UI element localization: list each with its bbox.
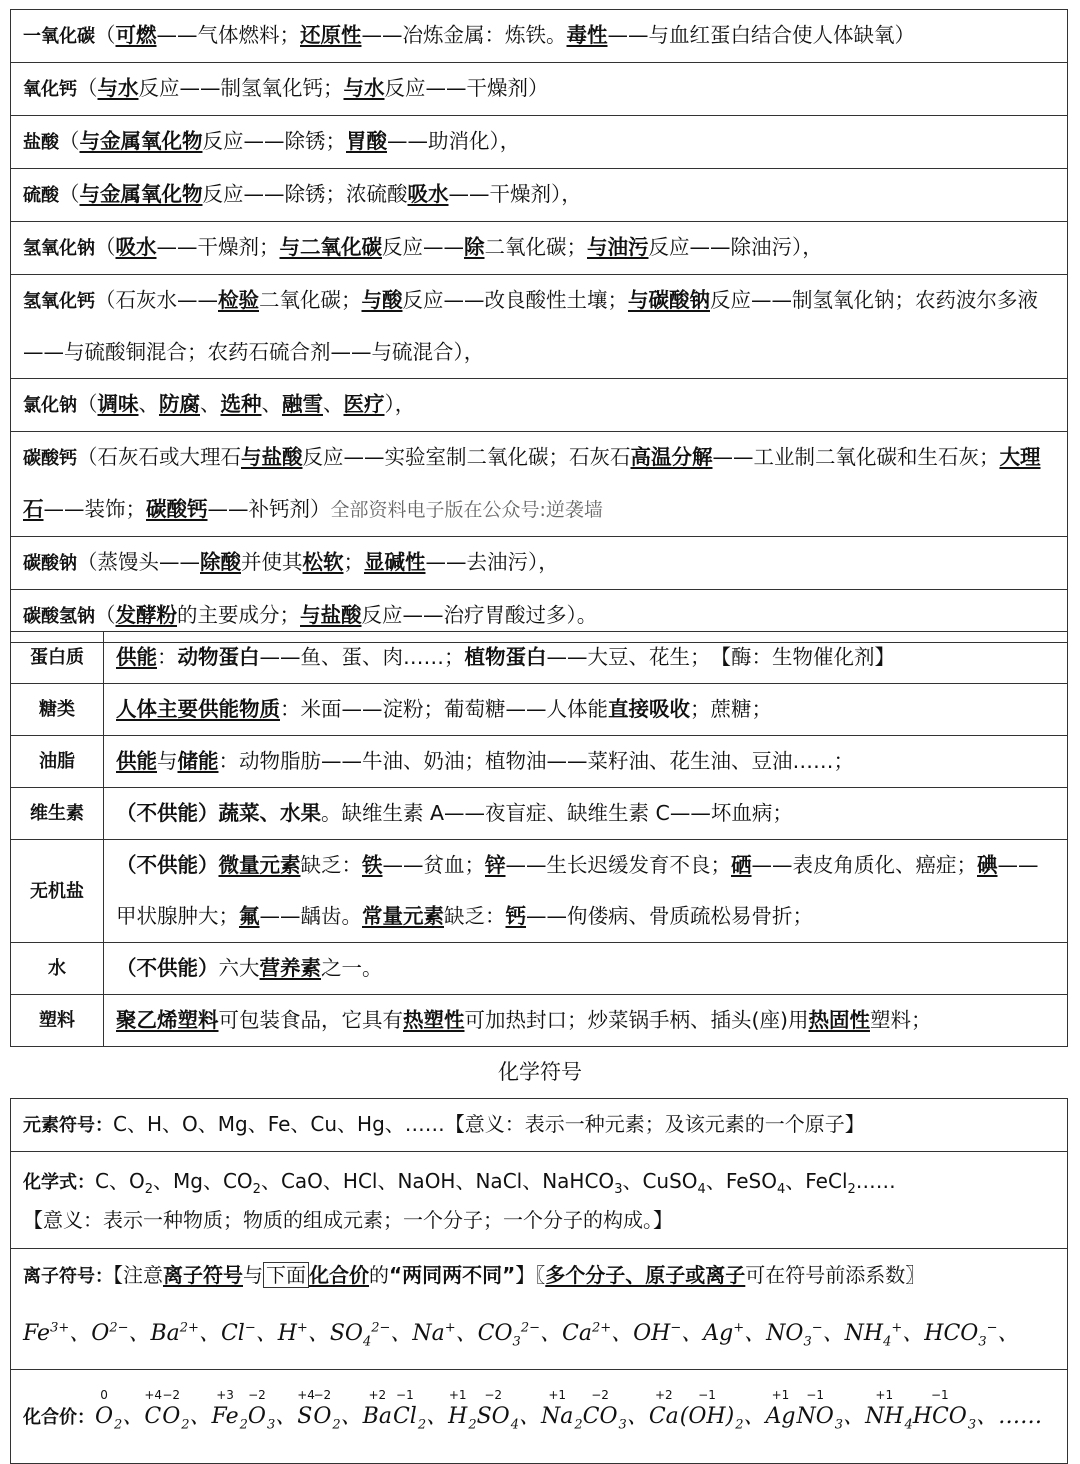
substance-label: 一氧化碳 xyxy=(23,26,95,47)
row-cell xyxy=(11,169,1068,222)
keyword: 钙 xyxy=(505,904,526,928)
substance-label: 碳酸钠 xyxy=(23,553,77,574)
table-row xyxy=(11,943,1068,995)
text: 反应——制氢氧化钙； xyxy=(138,76,344,100)
keyword: 微量元素 xyxy=(218,853,301,877)
chemical-formula-label: 化学式： xyxy=(23,1171,95,1193)
ion-note-text: 】〖 xyxy=(515,1263,546,1287)
ion-symbol-row xyxy=(11,1249,1068,1370)
keyword: 显碱性 xyxy=(364,550,426,574)
ion-note-emphasis: “两同两不同” xyxy=(389,1263,516,1287)
table-row xyxy=(11,840,1068,943)
section-title: 化学符号 xyxy=(498,1060,582,1084)
keyword: 碘 xyxy=(977,853,998,877)
element-symbol-label: 元素符号： xyxy=(23,1115,113,1136)
row-cell xyxy=(11,116,1068,169)
ion-symbol-label: 离子符号： xyxy=(23,1266,113,1287)
keyword: 聚乙烯塑料 xyxy=(116,1008,219,1032)
nutrient-detail xyxy=(104,995,1068,1047)
keyword: 与水 xyxy=(343,76,385,100)
table-row xyxy=(11,788,1068,840)
nutrient-label: 水 xyxy=(11,943,104,995)
nutrient-detail xyxy=(104,840,1068,943)
keyword: 高温分解 xyxy=(630,445,713,469)
bold-text: （不供能） xyxy=(116,956,219,980)
text: ——生长迟缓发育不良； xyxy=(505,853,731,877)
text: （ xyxy=(59,182,80,206)
text: 缺乏： xyxy=(444,904,506,928)
text: 反应——治疗胃酸过多）。 xyxy=(361,603,598,627)
text: 之一。 xyxy=(321,956,383,980)
keyword: 吸水 xyxy=(407,182,449,206)
valence-list: 0 $O_2$、 +4 C −2 $O_2$、 +3 $Fe_2$ −2 $O_3$、 +4 S −2 $O_2$、 +2 Ba −1 $Cl_2$、 +1 $H_2$ −2 $SO_4$、 +1 $Na_2$ −2 $CO_3$、 +2 Ca −1 $(OH)_2$、 +1 Ag −1 $NO_3$、 +1 $NH_4$ −1 $HCO_3$、…… xyxy=(95,1387,1043,1433)
ion-note-text: 【注意 xyxy=(113,1263,163,1287)
substance-label: 氢氧化钙 xyxy=(23,291,95,312)
keyword: 除 xyxy=(464,235,485,259)
row-cell xyxy=(11,432,1068,537)
keyword: 与碳酸钠 xyxy=(628,288,710,312)
bold-text: （不供能）蔬菜、水果 xyxy=(116,801,321,825)
element-symbol-text: C、H、O、Mg、Fe、Cu、Hg、……【意义：表示一种元素；及该元素的一个原子】 xyxy=(113,1112,865,1136)
table-row xyxy=(11,116,1068,169)
table-row xyxy=(11,222,1068,275)
text: （ xyxy=(95,603,116,627)
row-cell xyxy=(11,537,1068,590)
ion-note-emphasis: 离子符号 xyxy=(163,1263,243,1287)
text: ——装饰； xyxy=(43,497,146,521)
table-row xyxy=(11,432,1068,537)
text: 反应——干燥剂） xyxy=(384,76,549,100)
nutrient-label: 无机盐 xyxy=(11,840,104,943)
text: ；蔗糖； xyxy=(690,697,772,721)
text: 反应——实验室制二氧化碳；石灰石 xyxy=(302,445,631,469)
text: ——助消化）， xyxy=(387,129,521,153)
text: 六大 xyxy=(218,956,260,980)
text: ——气体燃料； xyxy=(156,23,300,47)
keyword: 与盐酸 xyxy=(300,603,362,627)
valence-row xyxy=(11,1369,1068,1463)
formula-list: C、$O_2$、Mg、$CO_2$、CaO、HCl、NaOH、NaCl、NaHCO$_3$、CuSO$_4$、FeSO$_4$、FeCl$_2$…… xyxy=(95,1168,896,1197)
text: ——工业制二氧化碳和生石灰； xyxy=(712,445,1000,469)
substance-uses-table xyxy=(10,9,1068,643)
keyword: 锌 xyxy=(485,853,506,877)
table-row xyxy=(11,379,1068,432)
table-row xyxy=(11,10,1068,63)
ion-note-emphasis: 化合价 xyxy=(309,1263,369,1287)
text: ——干燥剂）， xyxy=(448,182,582,206)
text: 二氧化碳； xyxy=(259,288,362,312)
substance-label: 氢氧化钠 xyxy=(23,238,95,259)
text: 反应——除锈； xyxy=(202,129,346,153)
text: ——龋齿。 xyxy=(259,904,362,928)
substance-label: 氯化钠 xyxy=(23,395,77,416)
text: 与 xyxy=(157,749,178,773)
keyword: 与盐酸 xyxy=(241,445,303,469)
nutrients-table xyxy=(10,631,1068,1047)
text: ——佝偻病、骨质疏松易骨折； xyxy=(526,904,813,928)
nutrient-detail xyxy=(104,736,1068,788)
text: 二氧化碳； xyxy=(484,235,587,259)
substance-label: 碳酸氢钠 xyxy=(23,606,95,627)
text: ——去油污）， xyxy=(425,550,559,574)
table-row xyxy=(11,632,1068,684)
keyword: 胃酸 xyxy=(346,129,387,153)
nutrient-detail xyxy=(104,632,1068,684)
keyword: 营养素 xyxy=(259,956,321,980)
keyword: 供能 xyxy=(116,749,157,773)
text: ——表皮角质化、癌症； xyxy=(751,853,977,877)
text: 、 xyxy=(200,392,221,416)
text: ——大豆、花生； 【酶：生物催化剂】 xyxy=(546,645,895,669)
text: 可加热封口；炒菜锅手柄、插头(座)用 xyxy=(464,1008,809,1032)
text: 塑料； xyxy=(870,1008,932,1032)
keyword: 融雪 xyxy=(282,392,323,416)
keyword: 储能 xyxy=(177,749,219,773)
keyword: 碳酸钙 xyxy=(146,497,208,521)
text: （ xyxy=(95,235,116,259)
text: （石灰水—— xyxy=(95,288,218,312)
row-cell xyxy=(11,63,1068,116)
nutrient-label: 油脂 xyxy=(11,736,104,788)
keyword: 医疗 xyxy=(343,392,385,416)
text: （ xyxy=(59,129,80,153)
text: ）， xyxy=(384,392,416,416)
row-cell xyxy=(11,275,1068,379)
keyword: 与金属氧化物 xyxy=(79,182,203,206)
table-row xyxy=(11,169,1068,222)
keyword: 松软 xyxy=(302,550,344,574)
bold-text: （不供能） xyxy=(116,853,219,877)
watermark-text: 全部资料电子版在公众号:逆袭墙 xyxy=(330,499,603,521)
chemical-formula-row xyxy=(11,1152,1068,1249)
keyword: 与油污 xyxy=(587,235,649,259)
text: 。缺维生素 A——夜盲症、缺维生素 C——坏血病； xyxy=(321,801,793,825)
text: ——干燥剂； xyxy=(156,235,280,259)
keyword: 防腐 xyxy=(159,392,200,416)
row-cell xyxy=(11,379,1068,432)
ion-note-text: 的 xyxy=(369,1263,389,1287)
keyword: 常量元素 xyxy=(362,904,444,928)
keyword: 热塑性 xyxy=(403,1008,465,1032)
table-row xyxy=(11,537,1068,590)
text: 、 xyxy=(261,392,282,416)
keyword: 选种 xyxy=(220,392,262,416)
text: 反应—— xyxy=(382,235,464,259)
bold-text: 植物蛋白 xyxy=(464,645,547,669)
keyword: 人体主要供能物质 xyxy=(116,697,280,721)
text: （ xyxy=(77,76,98,100)
text: ——甲状腺肿大； xyxy=(116,853,1039,928)
bold-text: 动物蛋白 xyxy=(177,645,260,669)
text: ：动物脂肪——牛油、奶油；植物油——菜籽油、花生油、豆油……； xyxy=(218,749,854,773)
formula-meaning: 【意义：表示一种物质；物质的组成元素；一个分子；一个分子的构成。】 xyxy=(23,1207,673,1232)
text: （蒸馒头—— xyxy=(77,550,200,574)
text: ： xyxy=(157,645,178,669)
text: （ xyxy=(77,392,98,416)
row-cell xyxy=(11,222,1068,275)
keyword: 硒 xyxy=(731,853,752,877)
valence-label: 化合价： xyxy=(23,1406,95,1428)
text: ； xyxy=(343,550,364,574)
keyword: 热固性 xyxy=(808,1008,870,1032)
text: ——鱼、蛋、肉……； xyxy=(259,645,465,669)
text: ——贫血； xyxy=(382,853,485,877)
nutrient-label: 蛋白质 xyxy=(11,632,104,684)
bold-text: 直接吸收 xyxy=(608,697,690,721)
text: 反应——除油污）， xyxy=(648,235,823,259)
text: ——冶炼金属：炼铁。 xyxy=(361,23,567,47)
ion-note-boxed: 下面 xyxy=(263,1262,309,1288)
keyword: 与水 xyxy=(97,76,139,100)
keyword: 发酵粉 xyxy=(115,603,177,627)
nutrient-label: 糖类 xyxy=(11,684,104,736)
keyword: 大理石 xyxy=(23,445,1041,521)
text: 反应——除锈；浓硫酸 xyxy=(202,182,408,206)
text: 并使其 xyxy=(241,550,303,574)
table-row xyxy=(11,684,1068,736)
substance-label: 盐酸 xyxy=(23,132,59,153)
text: 反应——改良酸性土壤； xyxy=(402,288,628,312)
chemical-symbols-table xyxy=(10,1098,1068,1464)
keyword: 与金属氧化物 xyxy=(79,129,203,153)
text: （ xyxy=(95,23,116,47)
ion-list: $Fe^{3+}$、$O^{2-}$、$Ba^{2+}$、Cl−、H+、$SO_4^{2-}$、Na+、$CO_3^{2-}$、$Ca^{2+}$、OH−、Ag+、$NO_3^-$、$NH_4^+$、$HCO_3^-$、 xyxy=(23,1321,1020,1350)
table-row xyxy=(11,275,1068,379)
keyword: 与酸 xyxy=(361,288,403,312)
text: 的主要成分； xyxy=(177,603,300,627)
keyword: 检验 xyxy=(218,288,259,312)
nutrient-label: 塑料 xyxy=(11,995,104,1047)
text: 可包装食品，它具有 xyxy=(218,1008,403,1032)
keyword: 调味 xyxy=(97,392,139,416)
keyword: 供能 xyxy=(116,645,157,669)
text: 缺乏： xyxy=(300,853,362,877)
keyword: 吸水 xyxy=(115,235,157,259)
text: 、 xyxy=(138,392,159,416)
text: ：米面——淀粉；葡萄糖——人体能 xyxy=(280,697,608,721)
element-symbol-row xyxy=(11,1099,1068,1152)
keyword: 还原性 xyxy=(300,23,362,47)
nutrient-label: 维生素 xyxy=(11,788,104,840)
nutrient-detail xyxy=(104,943,1068,995)
text: ——与血红蛋白结合使人体缺氧） xyxy=(607,23,915,47)
text: 反应——制氢氧化钠；农药波尔多液——与硫酸铜混合；农药石硫合剂——与硫混合）， xyxy=(23,288,1038,364)
keyword: 与二氧化碳 xyxy=(279,235,382,259)
text: 、 xyxy=(323,392,344,416)
ion-note-text: 可在符号前添系数〗 xyxy=(745,1263,926,1287)
keyword: 除酸 xyxy=(200,550,241,574)
keyword: 铁 xyxy=(362,853,383,877)
substance-label: 氧化钙 xyxy=(23,79,77,100)
keyword: 可燃 xyxy=(115,23,157,47)
keyword: 氟 xyxy=(239,904,260,928)
ion-note-emphasis: 多个分子、原子或离子 xyxy=(545,1263,746,1287)
table-row xyxy=(11,63,1068,116)
text: （石灰石或大理石 xyxy=(77,445,241,469)
ion-note-text: 与 xyxy=(243,1263,263,1287)
nutrient-detail xyxy=(104,788,1068,840)
text: ——补钙剂） xyxy=(207,497,331,521)
substance-label: 硫酸 xyxy=(23,185,59,206)
nutrient-detail xyxy=(104,684,1068,736)
table-row xyxy=(11,736,1068,788)
row-cell xyxy=(11,10,1068,63)
table-row xyxy=(11,995,1068,1047)
keyword: 毒性 xyxy=(566,23,608,47)
substance-label: 碳酸钙 xyxy=(23,448,77,469)
